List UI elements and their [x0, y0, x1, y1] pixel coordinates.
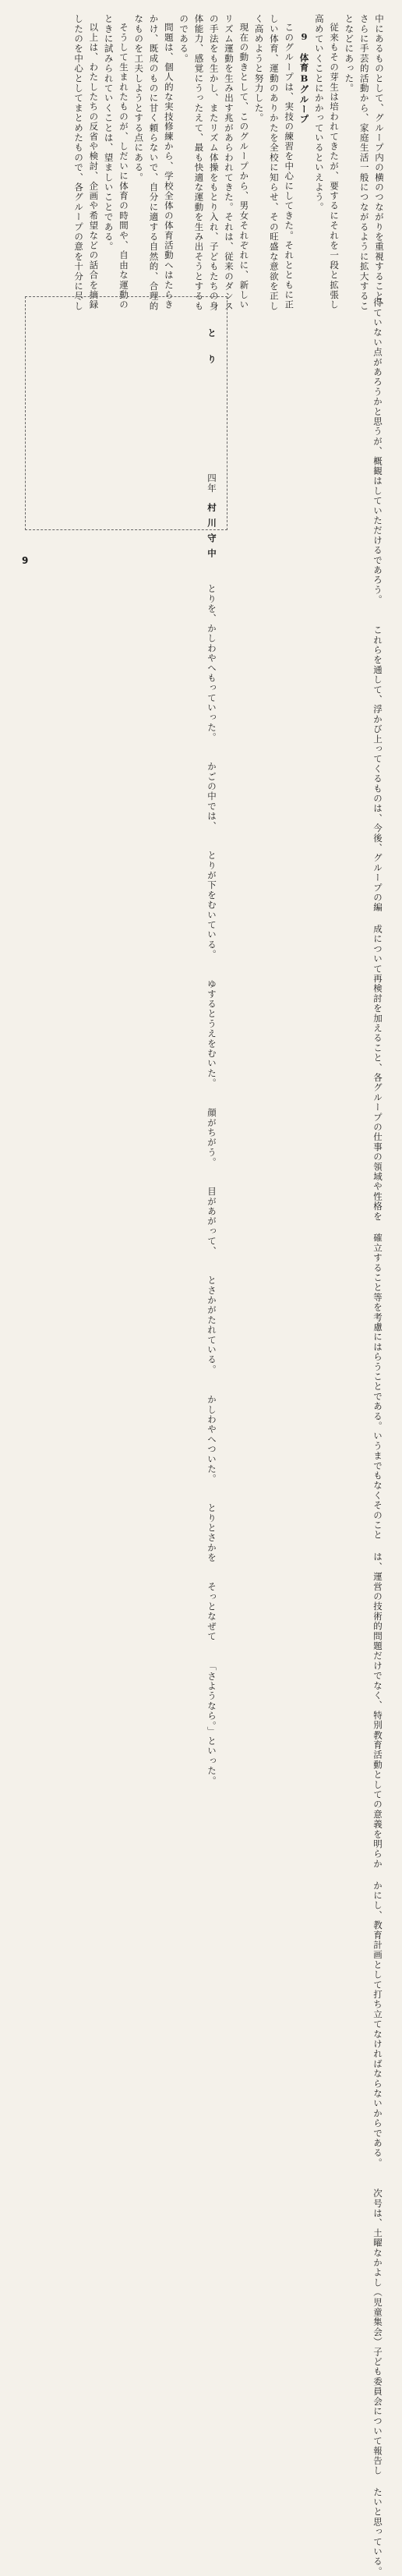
- text-column: かにし、教育計画として打ち立てなければならないからである。: [372, 1881, 383, 2168]
- text-column: の手法をも生かし、またリズム体操をもとり入れ、子どもたちの身: [208, 14, 220, 311]
- text-column: のである。: [178, 14, 190, 64]
- page-number: 9: [22, 555, 29, 566]
- text-column: 中にあるものとして、グループ内の横のつながりを重視すること、: [374, 14, 385, 311]
- text-column: 問題は、個人的な実技修練から、学校全体の体育活動へはたらき: [163, 23, 175, 310]
- text-column: 確立すること等を考慮にはらうことである。いうまでもなくそのこと: [372, 1233, 383, 1541]
- text-column: たいと思っている。: [372, 2487, 383, 2576]
- text-column: リズム運動を生み出す兆があらわれてきた。それは、従来のダンス: [224, 14, 235, 311]
- text-column: 以上は、わたしたちの反省や検討、企画や希望などの話合を摘録: [88, 23, 100, 310]
- poem-author: [206, 392, 217, 575]
- poem-line: 目があがって、: [206, 1187, 217, 1257]
- text-column: そうして生まれたものが、しだいに体育の時間や、自由な運動の: [118, 23, 129, 310]
- text-column: は、運営の技術的問題だけでなく、特別教育活動としての意義を明らか: [372, 1552, 383, 1869]
- text-column: く高めようと努力した。: [253, 14, 265, 123]
- poem-line: そっとなぜて: [206, 1582, 217, 1642]
- text-column: 次号は、土曜なかよし（児童集会）子ども委員会について報告し: [372, 2188, 383, 2475]
- poem-line: ゆするとうえをむいた。: [206, 978, 217, 1088]
- text-column: となどにあった。: [344, 14, 355, 94]
- text-column: かけ、既成のものに甘く頼らないで、自分に適する自然的、合理的: [148, 14, 160, 311]
- text-column: 成について再検討を加えること、各グループの仕事の領域や性格を: [372, 924, 383, 1222]
- text-column: したのを中心としてまとめたもので、各グループの意を十分に尽し: [73, 14, 85, 311]
- text-column: ときに試みられていくことは、望ましいことである。: [103, 14, 115, 252]
- poem-line: とさかがたれている。: [206, 1276, 217, 1375]
- poem-author-name: 村川守中: [206, 503, 217, 564]
- poem-box: [25, 296, 227, 1786]
- text-column: 体能力、感覚にうったえて、最も快適な運動を生み出そうとするも: [193, 14, 205, 311]
- text-column: 従来もその芽生は培われてきたが、要するにそれを一段と拡張し: [329, 23, 340, 310]
- text-column: 得ていない点があろうかと思うが、概観はしていただけるであろう。: [372, 298, 383, 605]
- text-column: しい体育、運動のありかたを全校に知らせ、その旺盛な意欲を正し: [268, 14, 280, 311]
- text-column: 現在の動きとして、このグループから、男女それぞれに、新しい: [238, 23, 250, 310]
- text-column: さらに手芸的活動から、家庭生活一般につながるように拡大するこ: [358, 14, 370, 311]
- poem-grade: 四年: [206, 473, 217, 494]
- poem-line: とりとさかを: [206, 1503, 217, 1563]
- bottom-text-block: [370, 298, 385, 2576]
- poem-line: 「さようなら。」といった。: [206, 1661, 217, 1786]
- poem-line: かごの中では、: [206, 761, 217, 831]
- section-heading: 9 体育Bグループ: [298, 31, 310, 125]
- poem-content: [204, 305, 219, 1786]
- top-text-block: [71, 14, 386, 311]
- text-column: このグループは、実技の練習を中心にしてきた。それとともに正: [284, 23, 295, 310]
- poem-line: かしわやへついた。: [206, 1394, 217, 1484]
- poem-line: とりが下をむいている。: [206, 851, 217, 960]
- text-column: 高めていくことにかかっているといえよう。: [313, 14, 325, 212]
- text-column: これらを通して、浮かび上ってくるものは、今後、グループの編: [372, 625, 383, 913]
- poem-line: 顔がちがう。: [206, 1107, 217, 1168]
- poem-title: とり: [206, 328, 217, 380]
- text-column: なものを工夫しようとする点にある。: [133, 14, 145, 182]
- poem-line: とりを、かしわやへもっていった。: [206, 583, 217, 742]
